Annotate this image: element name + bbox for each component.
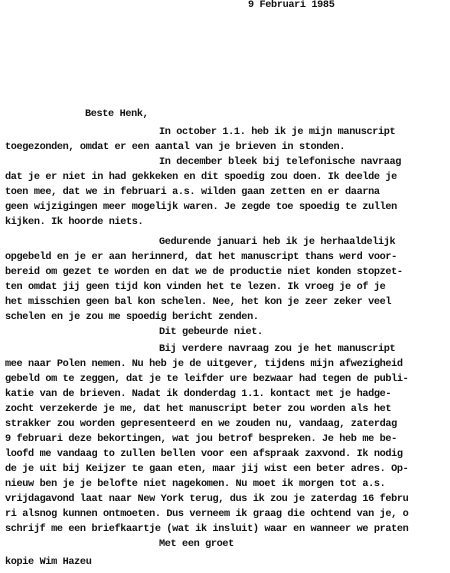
letter-line: toen mee, dat we in februari a.s. wilden gaan zetten en er daarna — [5, 187, 380, 198]
letter-line: toegezonden, omdat er een aantal van je brieven in stonden. — [5, 142, 346, 153]
letter-line: zocht verzekerde je me, dat het manuscript beter zou worden als het — [5, 404, 392, 415]
letter-line: dat je er niet in had gekkeken en dit spoedig zou doen. Ik deelde je — [5, 172, 397, 183]
letter-line: In december bleek bij telefonische navraag — [159, 157, 402, 168]
letter-line: schrijf me een briefkaartje (wat ik insluit) waar en wanneer we praten — [5, 524, 409, 535]
letter-line: bereid om gezet te worden en dat we de productie niet konden stopzet- — [5, 267, 403, 278]
letter-line: de je uit bij Keijzer te gaan eten, maar jij wist een beter adres. Op- — [5, 464, 409, 475]
letter-line: ten omdat jij geen tijd kon vinden het te lezen. Ik vroeg je of je — [5, 282, 386, 293]
letter-closing: Met een groet — [159, 539, 234, 550]
letter-line: 9 februari deze bekortingen, wat jou betrof bespreken. Je heb me be- — [5, 434, 397, 445]
letter-line: schelen en je zou me spoedig bericht zenden. — [5, 312, 259, 323]
letter-copy-note: kopie Wim Hazeu — [5, 557, 92, 568]
letter-salutation: Beste Henk, — [85, 109, 149, 120]
letter-line: nieuw ben je je belofte niet nagekomen. Nu moet ik morgen tot a.s. — [5, 479, 386, 490]
letter-line: het misschien geen bal kon schelen. Nee, het kon je zeer zeker veel — [5, 297, 392, 308]
letter-line: Bij verdere navraag zou je het manuscript — [159, 344, 396, 355]
letter-line: strakker zou worden gepresenteerd en we zouden nu, vandaag, zaterdag — [5, 419, 397, 430]
letter-line: opgebeld en je er aan herinnerd, dat het manuscript thans werd voor- — [5, 252, 397, 263]
letter-line: ri alsnog kunnen ontmoeten. Dus verneem ik graag die ochtend van je, o — [5, 509, 409, 520]
letter-line: In october 1.1. heb ik je mijn manuscript — [159, 127, 396, 138]
letter-line: mee naar Polen nemen. Nu heb je de uitgever, tijdens mijn afwezigheid — [5, 359, 403, 370]
letter-line: Gedurende januari heb ik je herhaaldelijk — [159, 237, 396, 248]
letter-line: Dit gebeurde niet. — [159, 327, 263, 338]
letter-line: gebeld om te zeggen, dat je te leifder ure bezwaar had tegen de publi- — [5, 374, 409, 385]
letter-line: katie van de brieven. Nadat ik donderdag 1.1. kontact met je hadge- — [5, 389, 392, 400]
letter-line: geen wijzigingen meer mogelijk waren. Je zegde toe spoedig te zullen — [5, 202, 397, 213]
letter-line: vrijdagavond laat naar New York terug, dus ik zou je zaterdag 16 febru — [5, 494, 409, 505]
letter-line: loofd me vandaag to zullen bellen voor een afspraak zaxvond. Ik nodig — [5, 449, 403, 460]
letter-line: kijken. Ik hoorde niets. — [5, 217, 144, 228]
letter-date: 9 Februari 1985 — [248, 0, 335, 11]
